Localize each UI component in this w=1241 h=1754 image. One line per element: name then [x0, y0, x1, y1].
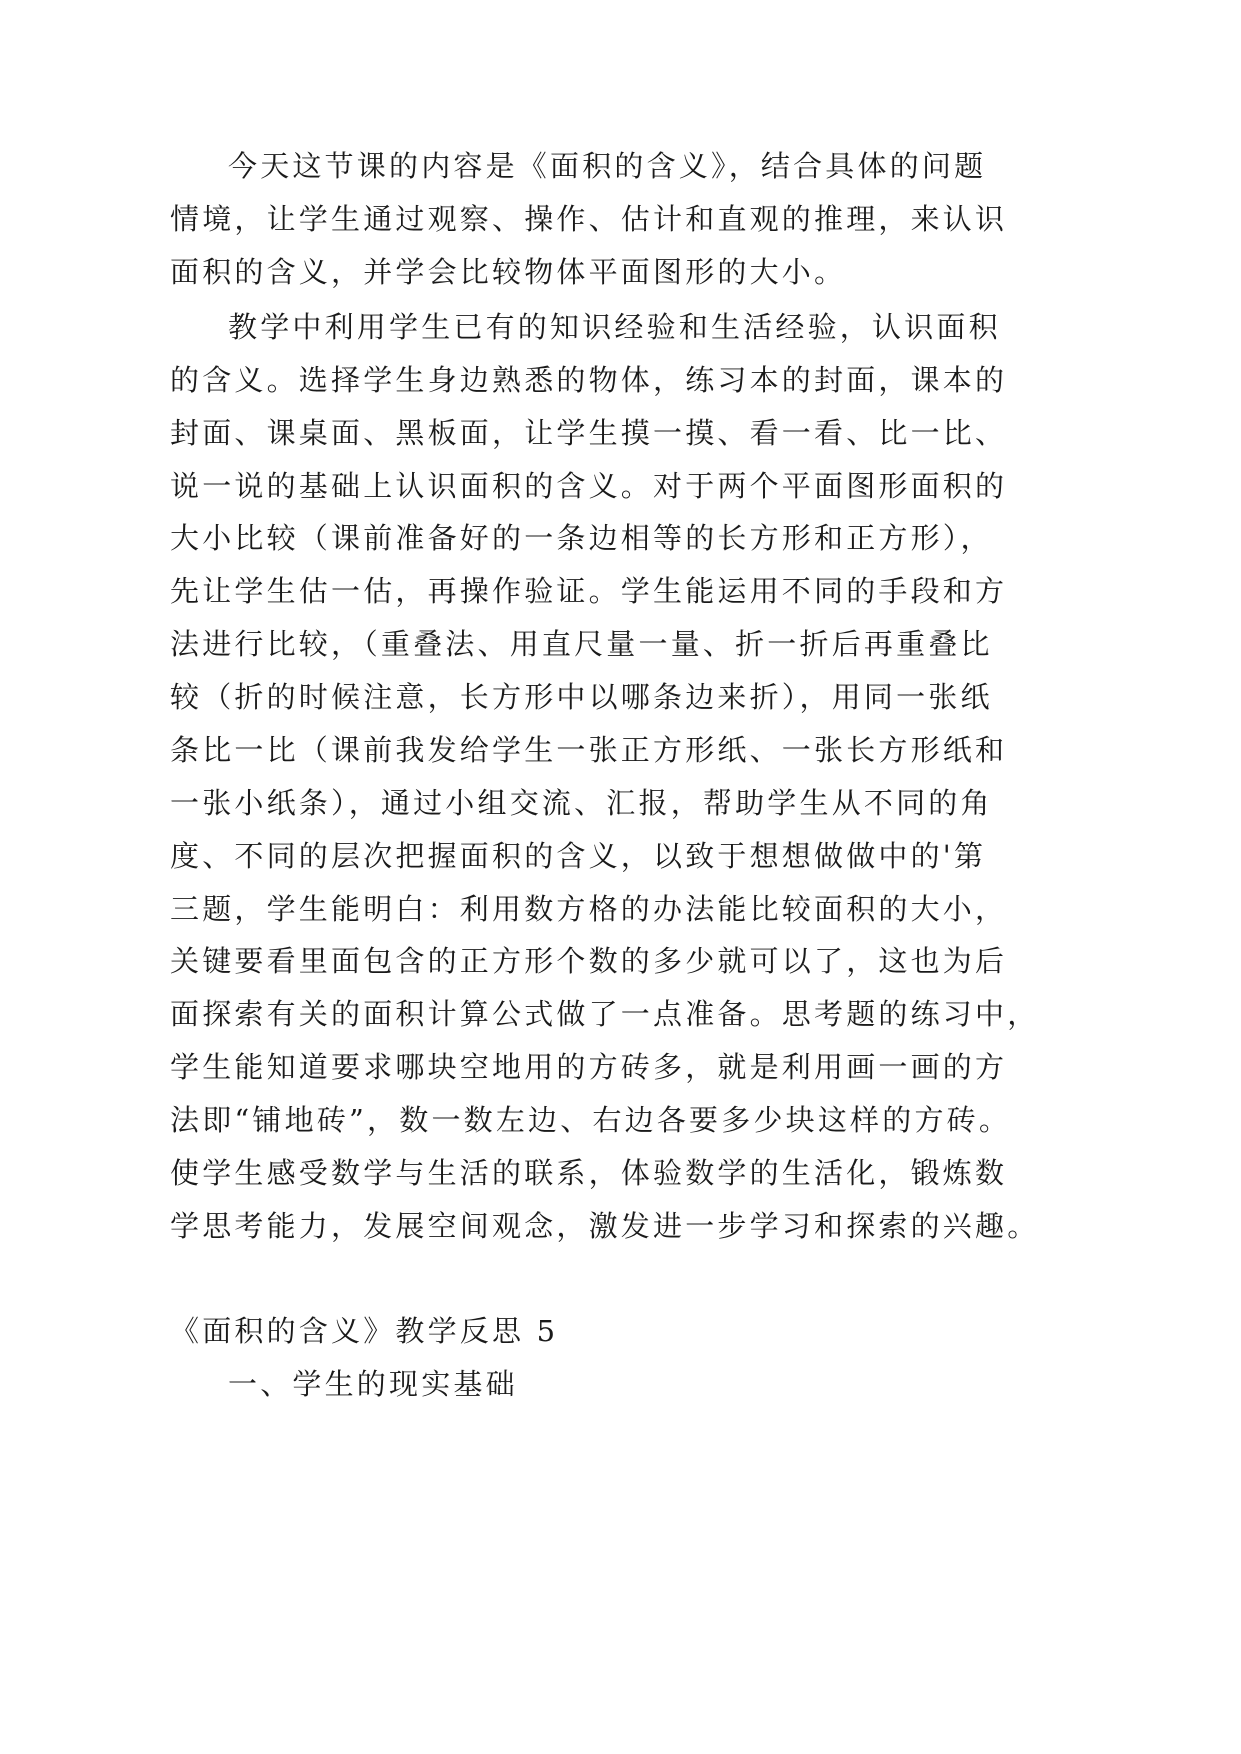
paragraph-1-line-3: 面积的含义，并学会比较物体平面图形的大小。 — [170, 255, 847, 289]
paragraph-2-line-10: 一张小纸条），通过小组交流、汇报，帮助学生从不同的角 — [170, 786, 993, 820]
paragraph-2-line-13: 关键要看里面包含的正方形个数的多少就可以了，这也为后 — [170, 944, 1008, 978]
paragraph-2-line-7: 法进行比较，（重叠法、用直尺量一量、折一折后再重叠比 — [170, 627, 993, 661]
paragraph-2-line-1: 教学中利用学生已有的知识经验和生活经验，认识面积 — [228, 310, 1001, 344]
paragraph-2-line-3: 封面、课桌面、黑板面，让学生摸一摸、看一看、比一比、 — [170, 416, 1008, 450]
paragraph-1-line-2: 情境，让学生通过观察、操作、估计和直观的推理，来认识 — [170, 202, 1008, 236]
paragraph-2-line-14: 面探索有关的面积计算公式做了一点准备。思考题的练习中， — [170, 997, 1040, 1031]
paragraph-2-line-15: 学生能知道要求哪块空地用的方砖多，就是利用画一画的方 — [170, 1050, 1008, 1084]
paragraph-2-line-16: 法即“铺地砖”，数一数左边、右边各要多少块这样的方砖。 — [170, 1103, 1012, 1137]
paragraph-2-line-4: 说一说的基础上认识面积的含义。对于两个平面图形面积的 — [170, 469, 1008, 503]
paragraph-2-line-11: 度、不同的层次把握面积的含义，以致于想想做做中的'第 — [170, 839, 987, 873]
paragraph-1-line-1: 今天这节课的内容是《面积的含义》，结合具体的问题 — [228, 149, 987, 183]
subsection-title: 一、学生的现实基础 — [228, 1367, 518, 1401]
paragraph-2-line-6: 先让学生估一估，再操作验证。学生能运用不同的手段和方 — [170, 574, 1008, 608]
paragraph-2-line-8: 较（折的时候注意，长方形中以哪条边来折），用同一张纸 — [170, 680, 993, 714]
paragraph-2-line-9: 条比一比（课前我发给学生一张正方形纸、一张长方形纸和 — [170, 733, 1008, 767]
paragraph-2-line-18: 学思考能力，发展空间观念，激发进一步学习和探索的兴趣。 — [170, 1209, 1040, 1243]
paragraph-2-line-5: 大小比较（课前准备好的一条边相等的长方形和正方形）， — [170, 521, 993, 555]
paragraph-2-line-17: 使学生感受数学与生活的联系，体验数学的生活化，锻炼数 — [170, 1156, 1008, 1190]
section-title: 《面积的含义》教学反思 5 — [170, 1314, 559, 1348]
paragraph-2-line-2: 的含义。选择学生身边熟悉的物体，练习本的封面，课本的 — [170, 363, 1008, 397]
paragraph-2-line-12: 三题，学生能明白：利用数方格的办法能比较面积的大小， — [170, 892, 1008, 926]
